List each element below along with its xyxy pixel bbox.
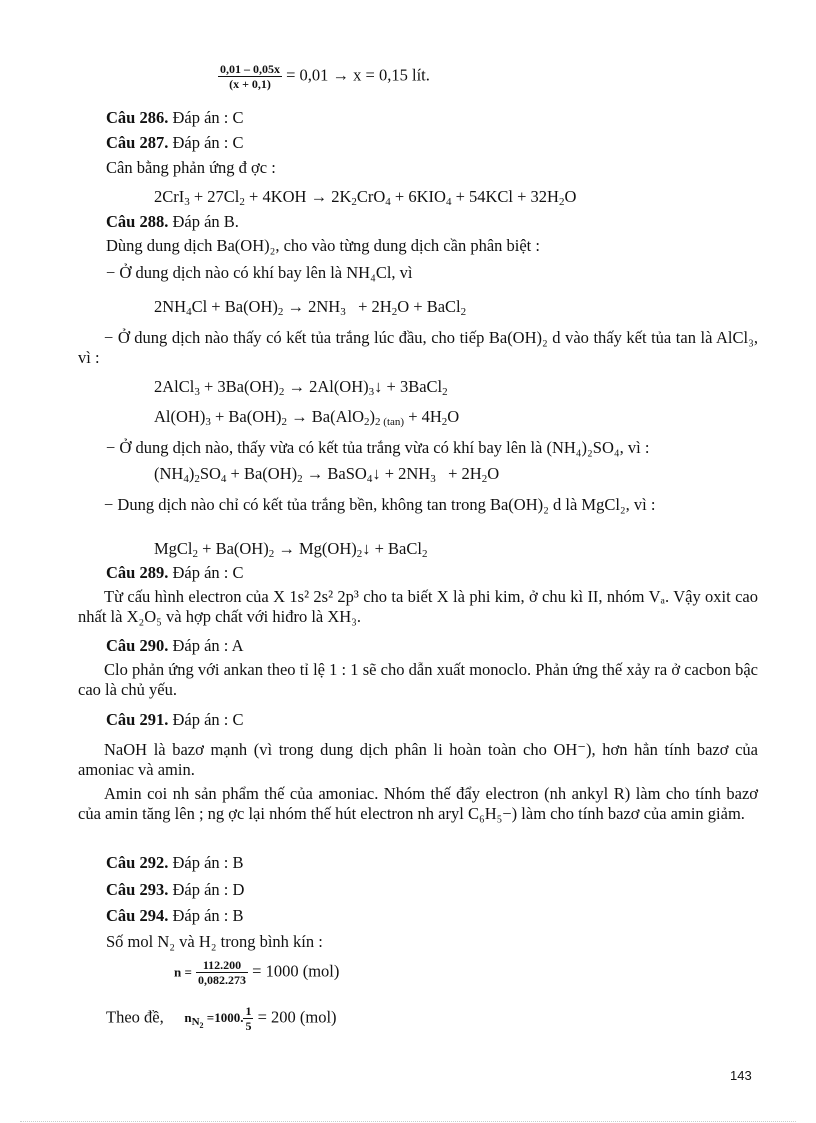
case-alcl3: − Ở dung dịch nào thấy có kết tủa trắng lúc đầu, cho tiếp Ba(OH)₂ d vào thấy kết tủa tan là AlCl₃, vì : — [78, 328, 758, 367]
reaction-nh4cl: $2NH_4Cl + Ba(OH)_2 \to 2NH_3 + 2H_2O$ + BaCl$_2$ — [154, 297, 467, 318]
case-nh4cl: − Ở dung dịch nào có khí bay lên là NH₄Cl, vì — [106, 263, 413, 282]
answer-291: Câu 291. Đáp án : C — [106, 710, 244, 729]
fraction: $\frac{112.200}{0,082.273}$ — [198, 958, 247, 987]
balance-intro: Cân bằng phản ứng đ ợc : — [106, 158, 276, 177]
answer-288: Câu 288. Đáp án B. — [106, 212, 239, 231]
q290-explanation: Clo phản ứng với ankan theo tỉ lệ 1 : 1 sẽ cho dẫn xuất monoclo. Phản ứng thế xảy ra ở cacbon bậc cao là chủ yếu. — [78, 660, 758, 699]
q291-paragraph-2: Amin coi nh sản phẩm thế của amoniac. Nhóm thế đẩy electron (nh ankyl R) làm cho tính bazơ của amin tăng lên ; ng ợc lại nhóm thế hút electron nh aryl C₆H₅−) làm cho tính bazơ của amin giảm. — [78, 784, 758, 823]
reaction-nh4-2so4: $(NH_4)_2SO_4 + Ba(OH)_2$ → BaSO$_4$↓ + $2NH_3 + 2H_2O$ — [154, 464, 500, 485]
reaction-alcl3-1: 2AlCl$_3$ + $3Ba(OH)_2$ → $2Al(OH)_3↓$ + 3BaCl$_2$ — [154, 377, 448, 398]
case-mgcl2: − Dung dịch nào chỉ có kết tủa trắng bền, không tan trong Ba(OH)₂ d là MgCl₂, vì : — [104, 495, 656, 514]
equation-x-volume: $\frac{0,01 - 0,05x}{(x + 0,1)}$ = 0,01 → x = 0,15 lít. — [220, 62, 430, 91]
q288-intro: Dùng dung dịch Ba(OH)₂, cho vào từng dung dịch cần phân biệt : — [106, 236, 540, 255]
answer-290: Câu 290. Đáp án : A — [106, 636, 244, 655]
reaction-cri3: $2CrI_3 + 27Cl_2 + 4KOH \to 2K_2CrO_4 + 6KIO_4 + 54KCl + 32H_2O$ — [154, 187, 577, 208]
answer-287: Câu 287. Đáp án : C — [106, 133, 244, 152]
fraction: $\frac{1}{5}$ — [245, 1004, 252, 1033]
answer-289: Câu 289. Đáp án : C — [106, 563, 244, 582]
answer-293: Câu 293. Đáp án : D — [106, 880, 245, 899]
page-number: 143 — [730, 1068, 752, 1083]
case-nh4-2so4: − Ở dung dịch nào, thấy vừa có kết tủa trắng vừa có khí bay lên là (NH₄)₂SO₄, vì : — [106, 438, 650, 457]
footer-divider — [20, 1121, 796, 1122]
reaction-mgcl2: MgCl$_2$ + $Ba(OH)_2$ → $Mg(OH)_2↓$ + BaCl$_2$ — [154, 539, 428, 560]
reaction-alcl3-2: $Al(OH)_3 + Ba(OH)_2 \to Ba(AlO_2)_{2 (tan)} + 4H_2O$ — [154, 407, 460, 428]
q294-intro: Số mol N₂ và H₂ trong bình kín : — [106, 932, 323, 951]
answer-286: Câu 286. Đáp án : C — [106, 108, 244, 127]
answer-292: Câu 292. Đáp án : B — [106, 853, 244, 872]
q291-paragraph-1: NaOH là bazơ mạnh (vì trong dung dịch phân li hoàn toàn cho OH⁻), hơn hẳn tính bazơ của amoniac và amin. — [78, 740, 758, 779]
fraction: $\frac{0,01 - 0,05x}{(x + 0,1)}$ — [220, 62, 280, 91]
equation-n-n2: Theo đề, $n_{N_2} =1000$. $\frac{1}{5}$ = 200 (mol) — [106, 1004, 337, 1033]
answer-294: Câu 294. Đáp án : B — [106, 906, 244, 925]
equation-n-total: n = $\frac{112.200}{0,082.273}$ = 1000 (mol) — [174, 958, 340, 987]
q289-explanation: Từ cấu hình electron của X 1s² 2s² 2p³ cho ta biết X là phi kim, ở chu kì II, nhóm Vₐ. Vậy oxit cao nhất là X₂O₅ và hợp chất với hiđro là XH₃. — [78, 587, 758, 626]
